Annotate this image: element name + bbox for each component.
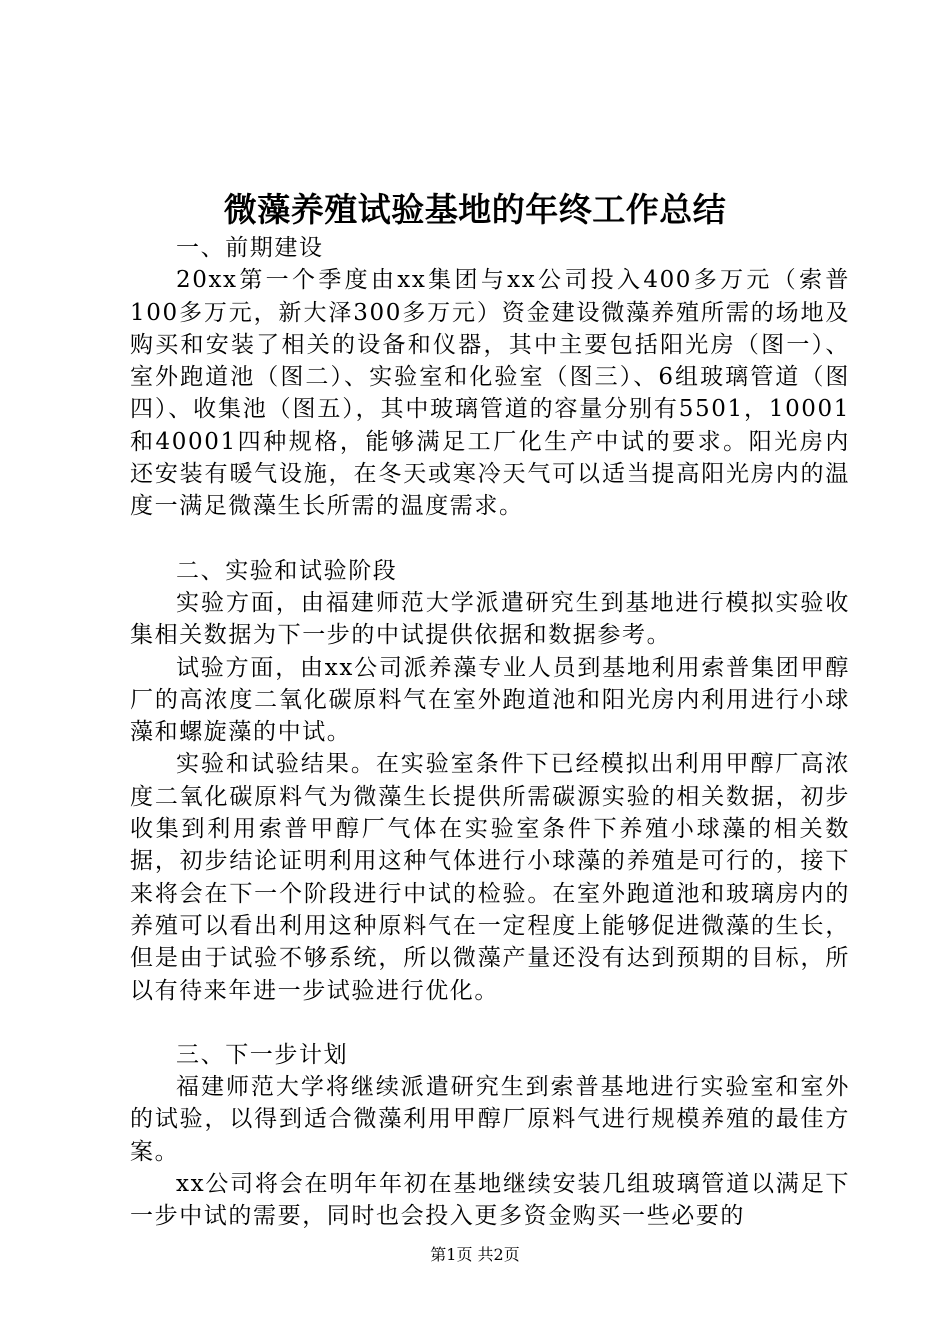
paragraph-company-plan: xx公司将会在明年年初在基地继续安装几组玻璃管道以满足下一步中试的需要，同时也会投入更多资金购买一些必要的 [130, 1171, 850, 1230]
section-heading-next-plan: 三、下一步计划 [176, 1041, 349, 1068]
page-number-footer: 第1页 共2页 [430, 1245, 520, 1264]
document-body [130, 232, 850, 1233]
document-title: 微藻养殖试验基地的年终工作总结 [223, 190, 727, 229]
paragraph-results: 实验和试验结果。在实验室条件下已经模拟出利用甲醇厂高浓度二氧化碳原料气为微藻生长提供所需碳源实验的相关数据，初步收集到利用索普甲醇厂气体在实验室条件下养殖小球藻的相关数据，初步结论证明利用这种气体进行小球藻的养殖是可行的，接下来将会在下一个阶段进行中试的检验。在室外跑道池和玻璃房内的养殖可以看出利用这种原料气在一定程度上能够促进微藻的生长，但是由于试验不够系统，所以微藻产量还没有达到预期的目标，所以有待来年进一步试验进行优化。 [130, 751, 850, 1004]
paragraph-preliminary-construction: 20xx第一个季度由xx集团与xx公司投入400多万元（索普100多万元，新大泽300多万元）资金建设微藻养殖所需的场地及购买和安装了相关的设备和仪器，其中主要包括阳光房（图一）、室外跑道池（图二）、实验室和化验室（图三）、6组玻璃管道（图四）、收集池（图五），其中玻璃管道的容量分别有5501，10001和40001四种规格，能够满足工厂化生产中试的要求。阳光房内还安装有暖气设施，在冬天或寒冷天气可以适当提高阳光房内的温度一满足微藻生长所需的温度需求。 [130, 267, 850, 520]
paragraph-university-plan: 福建师范大学将继续派遣研究生到索普基地进行实验室和室外的试验，以得到适合微藻利用甲醇厂原料气进行规模养殖的最佳方案。 [130, 1074, 850, 1165]
section-heading-preliminary-construction: 一、前期建设 [176, 235, 324, 261]
paragraph-trial: 试验方面，由xx公司派养藻专业人员到基地利用索普集团甲醇厂的高浓度二氧化碳原料气在室外跑道池和阳光房内利用进行小球藻和螺旋藻的中试。 [130, 654, 850, 746]
section-heading-experiment-stage: 二、实验和试验阶段 [176, 557, 398, 584]
paragraph-experiment: 实验方面，由福建师范大学派遣研究生到基地进行模拟实验收集相关数据为下一步的中试提供依据和数据参考。 [130, 589, 850, 649]
